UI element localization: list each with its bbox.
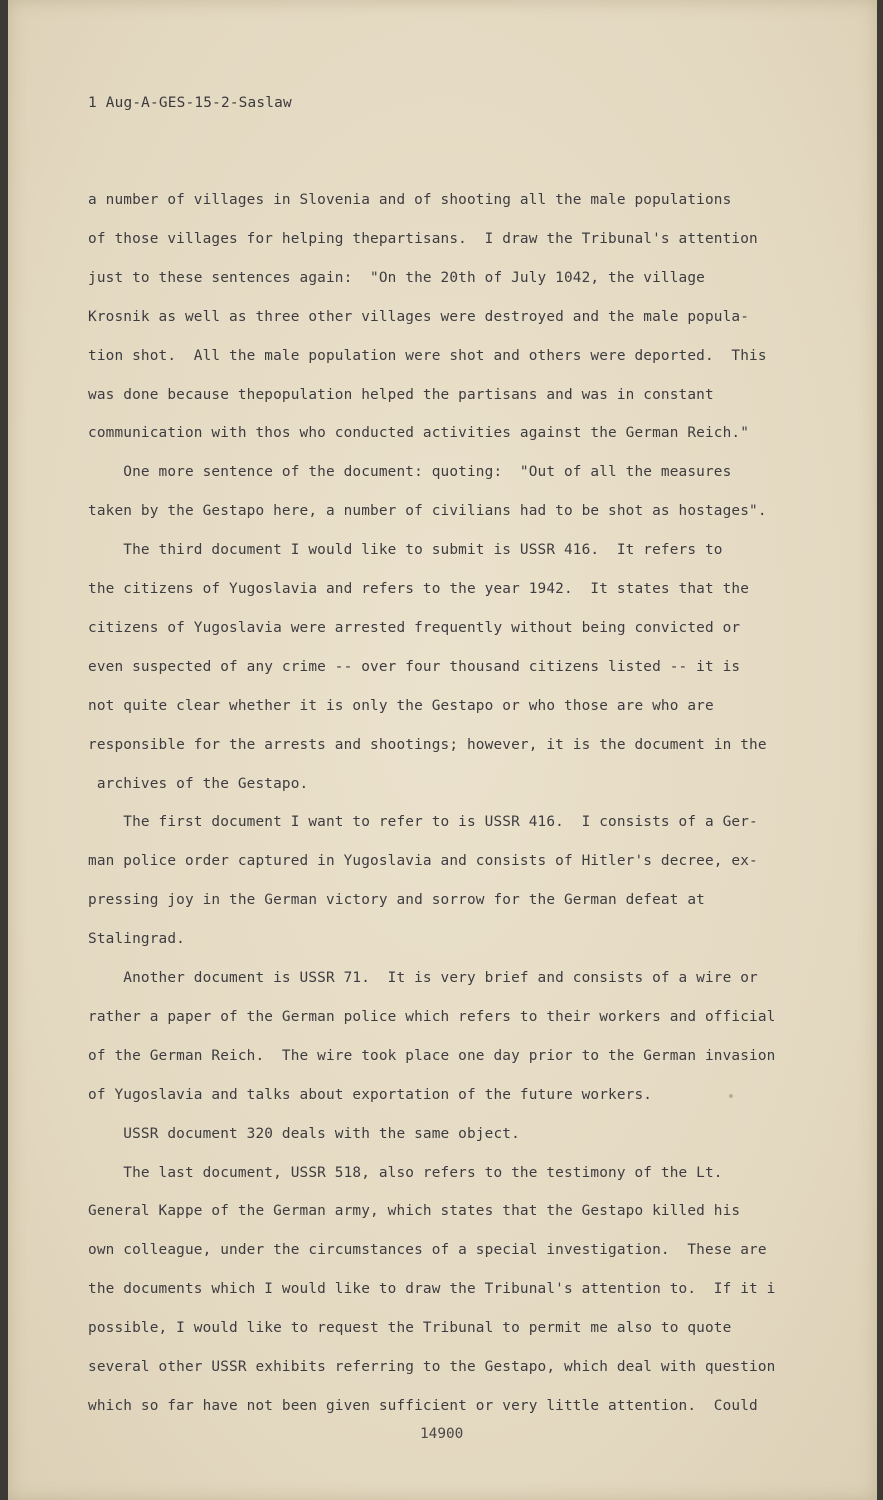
body-line: own colleague, under the circumstances of a special investigation. These are bbox=[88, 1242, 767, 1259]
body-line: just to these sentences again: "On the 20th of July 1042, the village bbox=[88, 269, 705, 286]
body-line: even suspected of any crime -- over four thousand citizens listed -- it is bbox=[88, 658, 741, 675]
body-line: was done because thepopulation helped the partisans and was in constant bbox=[88, 386, 714, 403]
body-line: the citizens of Yugoslavia and refers to the year 1942. It states that the bbox=[88, 581, 750, 597]
body-line: of those villages for helping thepartisans. I draw the Tribunal's attention bbox=[88, 230, 758, 247]
body-line: of the German Reich. The wire took place one day prior to the German invasion bbox=[88, 1047, 776, 1064]
body-line: One more sentence of the document: quoting: "Out of all the measures bbox=[88, 464, 732, 481]
body-line: possible, I would like to request the Tribunal to permit me also to quote bbox=[88, 1320, 732, 1337]
body-line: rather a paper of the German police which refers to their workers and official bbox=[88, 1008, 776, 1025]
body-line: tion shot. All the male population were shot and others were deported. This bbox=[88, 347, 767, 364]
document-reference-header: 1 Aug-A-GES-15-2-Saslaw bbox=[88, 95, 292, 111]
body-line: taken by the Gestapo here, a number of civilians had to be shot as hostages". bbox=[88, 503, 767, 520]
body-line: pressing joy in the German victory and sorrow for the German defeat at bbox=[88, 892, 705, 909]
body-line: of Yugoslavia and talks about exportation of the future workers. bbox=[88, 1086, 653, 1103]
body-line: several other USSR exhibits referring to the Gestapo, which deal with question bbox=[88, 1359, 776, 1375]
body-line: The first document I want to refer to is USSR 416. I consists of a Ger- bbox=[88, 814, 758, 831]
body-line: a number of villages in Slovenia and of shooting all the male populations bbox=[88, 192, 732, 208]
body-line: Krosnik as well as three other villages were destroyed and the male popula- bbox=[88, 308, 750, 325]
body-line: communication with thos who conducted activities against the German Reich." bbox=[88, 425, 750, 442]
body-line: Another document is USSR 71. It is very brief and consists of a wire or bbox=[88, 970, 758, 986]
body-line: archives of the Gestapo. bbox=[88, 775, 309, 792]
body-line: the documents which I would like to draw the Tribunal's attention to. If it i bbox=[88, 1281, 776, 1298]
body-line: General Kappe of the German army, which states that the Gestapo killed his bbox=[88, 1203, 741, 1220]
body-line: The last document, USSR 518, also refers to the testimony of the Lt. bbox=[88, 1164, 723, 1181]
body-line: Stalingrad. bbox=[88, 931, 185, 948]
paper-speck bbox=[729, 1094, 733, 1098]
document-page bbox=[8, 0, 877, 1500]
body-line: USSR document 320 deals with the same object. bbox=[88, 1125, 520, 1142]
body-line: The third document I would like to submit is USSR 416. It refers to bbox=[88, 542, 723, 559]
body-line: which so far have not been given sufficient or very little attention. Could bbox=[88, 1397, 758, 1414]
body-line: citizens of Yugoslavia were arrested frequently without being convicted or bbox=[88, 619, 741, 636]
body-line: man police order captured in Yugoslavia and consists of Hitler's decree, ex- bbox=[88, 853, 758, 870]
body-line: responsible for the arrests and shootings; however, it is the document in the bbox=[88, 736, 767, 753]
page-number: 14900 bbox=[420, 1426, 464, 1442]
body-line: not quite clear whether it is only the Gestapo or who those are who are bbox=[88, 697, 714, 714]
